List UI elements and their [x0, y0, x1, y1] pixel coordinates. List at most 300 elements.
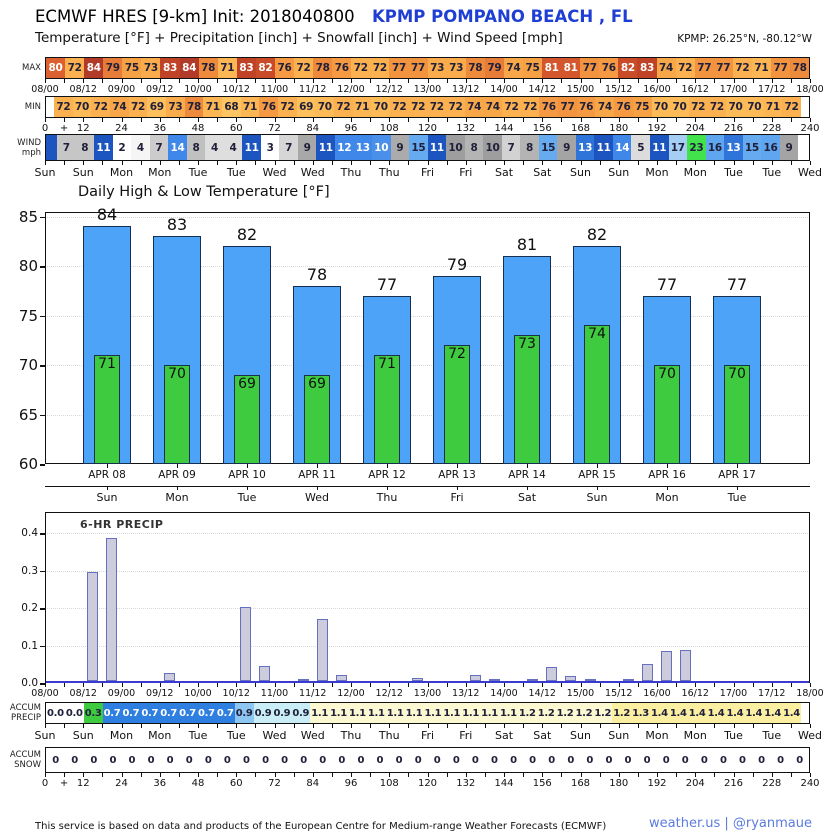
hour-bottom-tick [217, 773, 218, 777]
min-cell: 74 [595, 97, 614, 117]
day-bottom-tick [734, 724, 735, 728]
hour-top-axis-label: 96 [344, 123, 358, 134]
accum-precip-cell: 1.2 [593, 703, 612, 723]
accum-snow-cell: 0 [561, 748, 580, 772]
hour-bottom-tick [581, 773, 582, 777]
accum-precip-cell: 1.1 [329, 703, 348, 723]
date-top-tick [45, 79, 46, 83]
date-top-tick [504, 79, 505, 83]
date-precip-tick [810, 683, 811, 687]
temp-day-label: Mon [165, 491, 189, 504]
hour-top-tick [160, 118, 161, 122]
precip-gridline [47, 646, 808, 647]
accum-snow-cell: 0 [485, 748, 504, 772]
temp-day-label: Thu [376, 491, 398, 504]
hour-top-tick [83, 118, 84, 122]
max-cell: 77 [714, 58, 733, 78]
day-bottom-tick [791, 724, 792, 728]
hour-bottom-tick [619, 773, 620, 777]
day-top-axis-label: Sat [494, 166, 514, 179]
date-precip-tick [217, 683, 218, 687]
date-top-tick [542, 79, 543, 83]
date-precip-axis-label: 12/12 [375, 688, 403, 699]
date-precip-tick [408, 683, 409, 687]
temp-ytick [40, 365, 45, 367]
day-top-tick [447, 161, 448, 165]
accum-precip-cell: 0.7 [178, 703, 197, 723]
accum-snow-cell: 0 [199, 748, 218, 772]
accum-snow-cell: 0 [275, 748, 294, 772]
precip-bar [680, 650, 691, 681]
hour-bottom-tick [772, 773, 773, 777]
temp-day-tick [177, 486, 178, 490]
hour-top-tick [466, 118, 467, 122]
day-bottom-axis-label: Tue [762, 729, 782, 742]
date-precip-tick [160, 683, 161, 687]
date-top-tick [389, 79, 390, 83]
accum-precip-cell: 0.9 [273, 703, 292, 723]
wind-cell: 10 [372, 135, 391, 160]
hour-top-axis-label: 48 [191, 123, 205, 134]
date-precip-tick [791, 683, 792, 687]
hour-bottom-axis-label: 180 [609, 778, 629, 789]
temp-ytick-label: 70 [18, 356, 38, 374]
precip-bar [317, 619, 328, 681]
accum-precip-cell: 1.4 [763, 703, 782, 723]
temp-date-label: APR 08 [88, 469, 126, 481]
date-precip-tick [523, 683, 524, 687]
hour-top-axis-label: 60 [229, 123, 243, 134]
day-bottom-tick [810, 724, 811, 728]
hour-bottom-axis-label: 168 [570, 778, 591, 789]
hour-top-axis-label: 180 [609, 123, 629, 134]
date-precip-tick [638, 683, 639, 687]
hour-bottom-tick [523, 773, 524, 777]
temp-low-label: 74 [588, 326, 606, 343]
hour-top-tick [695, 118, 696, 122]
min-cell: 70 [726, 97, 745, 117]
hour-bottom-axis-label: 204 [685, 778, 705, 789]
precip-bar [661, 651, 672, 681]
accum-snow-cell: 0 [599, 748, 618, 772]
hour-top-axis-label: 168 [570, 123, 591, 134]
accum-snow-cell: 0 [733, 748, 752, 772]
accum-snow-cell: 0 [542, 748, 561, 772]
date-precip-tick [198, 683, 199, 687]
day-top-tick [408, 161, 409, 165]
date-top-tick [179, 79, 180, 83]
hour-top-axis-label: 132 [456, 123, 476, 134]
precip-ytick-label: 0.2 [21, 602, 38, 614]
day-bottom-axis-label: Sun [570, 729, 591, 742]
date-top-axis-label: 08/12 [69, 84, 97, 95]
date-top-axis-label: 11/00 [260, 84, 289, 95]
hour-bottom-axis-label: 108 [379, 778, 399, 789]
precip-ytick [40, 571, 45, 573]
temp-ytick-label: 60 [18, 455, 38, 473]
accum-precip-cell: 1.2 [518, 703, 537, 723]
min-cell: 70 [652, 97, 671, 117]
precip-chart-box [45, 512, 810, 683]
wind-cell: 9 [780, 135, 799, 160]
date-precip-axis-label: 13/12 [452, 688, 480, 699]
hour-bottom-tick [714, 773, 715, 777]
wind-cell: 7 [279, 135, 298, 160]
date-precip-tick [83, 683, 84, 687]
max-cell: 72 [294, 58, 313, 78]
precip-bar [164, 673, 175, 681]
precip-chart-title: 6-HR PRECIP [80, 518, 164, 531]
date-precip-tick [447, 683, 448, 687]
accum-snow-cell: 0 [676, 748, 695, 772]
min-cell: 70 [745, 97, 764, 117]
day-bottom-tick [523, 724, 524, 728]
day-bottom-tick [45, 724, 46, 728]
temp-low-label: 73 [518, 336, 536, 353]
day-top-tick [332, 161, 333, 165]
hour-top-tick [447, 118, 448, 122]
min-cell: 70 [315, 97, 334, 117]
date-top-axis-label: 10/12 [222, 84, 250, 95]
hour-bottom-axis-label: 84 [306, 778, 320, 789]
day-bottom-axis-label: Wed [300, 729, 325, 742]
precip-bar [412, 678, 423, 681]
accum-snow-cell: 0 [447, 748, 466, 772]
temp-date-label: APR 15 [578, 469, 616, 481]
day-bottom-axis-label: Wed [798, 729, 822, 742]
max-row-label: MAX [22, 63, 41, 73]
accum-snow-cell: 0 [237, 748, 256, 772]
max-cell: 84 [180, 58, 199, 78]
day-top-tick [676, 161, 677, 165]
subtitle: Temperature [°F] + Precipitation [inch] + Snowfall [inch] + Wind Speed [mph] [35, 30, 563, 46]
day-bottom-tick [447, 724, 448, 728]
day-top-axis-label: Mon [683, 166, 707, 179]
temp-day-label: Wed [305, 491, 329, 504]
date-precip-tick [275, 683, 276, 687]
min-cell: 72 [782, 97, 801, 117]
date-precip-axis-label: 09/00 [107, 688, 136, 699]
max-cell: 78 [199, 58, 218, 78]
hour-bottom-tick [504, 773, 505, 777]
max-cell: 77 [389, 58, 408, 78]
accum-precip-cell: 0.0 [65, 703, 84, 723]
day-bottom-tick [542, 724, 543, 728]
hour-top-tick [772, 118, 773, 122]
max-cell: 71 [218, 58, 237, 78]
date-precip-tick [45, 683, 46, 687]
hour-bottom-axis-label: 144 [494, 778, 514, 789]
date-precip-axis-label: 16/00 [643, 688, 671, 699]
hour-bottom-tick [466, 773, 467, 777]
min-cell: 71 [353, 97, 372, 117]
min-cell: 78 [185, 97, 204, 117]
temp-low-label: 69 [308, 375, 326, 392]
max-cell: 79 [103, 58, 122, 78]
hour-top-axis-label: 12 [76, 123, 90, 134]
temp-high-label: 77 [376, 274, 398, 294]
temp-ytick [40, 316, 45, 318]
hour-bottom-tick [695, 773, 696, 777]
date-top-tick [810, 79, 811, 83]
date-top-axis-label: 13/12 [452, 84, 480, 95]
max-cell: 79 [485, 58, 504, 78]
date-precip-tick [772, 683, 773, 687]
temp-xtick [597, 464, 598, 468]
temp-low-label: 70 [728, 366, 746, 382]
date-top-axis-label: 10/00 [184, 84, 212, 95]
wind-cell: 13 [724, 135, 743, 160]
day-top-tick [236, 161, 237, 165]
date-precip-tick [581, 683, 582, 687]
temp-bar-low [584, 325, 610, 464]
date-top-axis-label: 16/00 [643, 84, 671, 95]
precip-bar [546, 667, 557, 680]
hour-bottom-axis-label: 72 [268, 778, 281, 789]
temp-day-tick [737, 486, 738, 490]
date-precip-axis-label: 18/00 [796, 688, 824, 699]
date-top-tick [791, 79, 792, 83]
day-top-tick [485, 161, 486, 165]
temp-ytick [40, 464, 45, 466]
hour-top-tick [485, 118, 486, 122]
day-top-axis-label: Mon [645, 166, 669, 179]
wind-cell: 4 [205, 135, 224, 160]
precip-bar [489, 679, 500, 681]
hour-bottom-axis-label: 12 [76, 778, 90, 789]
temp-xtick [247, 464, 248, 468]
date-precip-tick [504, 683, 505, 687]
day-bottom-tick [332, 724, 333, 728]
hour-top-tick [657, 118, 658, 122]
hour-top-tick [332, 118, 333, 122]
accum-snow-cell: 0 [65, 748, 84, 772]
date-precip-axis-label: 14/00 [490, 688, 518, 699]
accum-snow-cell: 0 [714, 748, 733, 772]
hour-bottom-axis-label: 132 [456, 778, 476, 789]
date-precip-tick [428, 683, 429, 687]
temp-xtick [667, 464, 668, 468]
max-cell: 81 [542, 58, 561, 78]
max-cell: 77 [408, 58, 427, 78]
date-top-axis-label: 15/00 [566, 84, 595, 95]
hour-bottom-axis-label: 156 [532, 778, 552, 789]
date-top-tick [83, 79, 84, 83]
date-top-tick [408, 79, 409, 83]
accum-precip-cell: 1.1 [442, 703, 461, 723]
day-top-tick [714, 161, 715, 165]
accum-snow-cell: 0 [84, 748, 103, 772]
temp-day-label: Tue [237, 491, 257, 504]
day-bottom-tick [313, 724, 314, 728]
precip-bar [585, 679, 596, 681]
accum-precip-cell: 1.4 [782, 703, 801, 723]
hour-top-tick [600, 118, 601, 122]
min-cell: 72 [54, 97, 73, 117]
accum-snow-cell: 0 [122, 748, 141, 772]
precip-bar [298, 679, 309, 681]
accum-snow-cell: 0 [103, 748, 122, 772]
day-bottom-axis-label: Sat [533, 729, 552, 742]
accum-precip-cell: 1.2 [537, 703, 556, 723]
hour-top-tick [351, 118, 352, 122]
accum-precip-cell: 1.4 [650, 703, 669, 723]
precip-bar [623, 679, 634, 681]
hour-top-axis-label: 24 [115, 123, 128, 134]
temp-low-label: 71 [378, 356, 396, 373]
temp-xtick [107, 464, 108, 468]
min-cell: 72 [278, 97, 297, 117]
temp-low-label: 70 [168, 366, 186, 382]
hour-bottom-tick [255, 773, 256, 777]
min-cell: 74 [465, 97, 484, 117]
wind-cell: 11 [242, 135, 261, 160]
day-top-tick [64, 161, 65, 165]
max-cell: 73 [428, 58, 447, 78]
max-cell: 78 [790, 58, 809, 78]
temp-day-tick [107, 486, 108, 490]
day-top-tick [561, 161, 562, 165]
day-bottom-axis-label: Sat [494, 729, 514, 742]
date-top-axis-label: 17/00 [719, 84, 748, 95]
day-top-axis-label: Fri [420, 166, 435, 179]
date-precip-tick [294, 683, 295, 687]
accum-precip-row-label: ACCUM [9, 703, 41, 713]
day-top-tick [198, 161, 199, 165]
date-top-axis-label: 17/12 [758, 84, 786, 95]
date-top-axis-label: 12/00 [337, 84, 365, 95]
hour-top-tick [753, 118, 754, 122]
hour-top-axis-label: + [59, 123, 69, 134]
hour-top-tick [523, 118, 524, 122]
day-top-tick [141, 161, 142, 165]
precip-gridline [47, 533, 808, 534]
wind-cell: 4 [224, 135, 243, 160]
precip-bar [240, 607, 251, 680]
temp-date-label: APR 11 [298, 469, 336, 481]
day-top-tick [313, 161, 314, 165]
station-coords: KPMP: 26.25°N, -80.12°W [677, 33, 812, 45]
min-cell: 76 [259, 97, 278, 117]
day-bottom-tick [485, 724, 486, 728]
hour-bottom-tick [122, 773, 123, 777]
max-cell: 76 [332, 58, 351, 78]
hour-top-axis-label: 228 [762, 123, 782, 134]
date-top-tick [198, 79, 199, 83]
day-bottom-tick [389, 724, 390, 728]
date-top-axis-label: 12/12 [375, 84, 403, 95]
min-cell: 68 [222, 97, 241, 117]
min-cell: 70 [371, 97, 390, 117]
accum-snow-cell: 0 [523, 748, 542, 772]
hour-top-axis-label: 84 [306, 123, 320, 134]
date-precip-axis-label: 11/00 [260, 688, 289, 699]
wind-cell: 9 [557, 135, 576, 160]
min-cell: 70 [670, 97, 689, 117]
day-top-axis-label: Wed [798, 166, 822, 179]
day-bottom-tick [657, 724, 658, 728]
date-precip-tick [255, 683, 256, 687]
date-precip-tick [734, 683, 735, 687]
temp-day-label: Tue [727, 491, 747, 504]
wind-cell: 9 [298, 135, 317, 160]
hour-top-tick [389, 118, 390, 122]
accum-snow-cell: 0 [657, 748, 676, 772]
hour-top-tick [561, 118, 562, 122]
temp-low-label: 70 [658, 366, 676, 382]
hour-bottom-tick [45, 773, 46, 777]
hour-top-axis-label: 72 [268, 123, 281, 134]
day-bottom-tick [600, 724, 601, 728]
hour-bottom-tick [64, 773, 65, 777]
precip-bar [470, 675, 481, 681]
date-top-tick [466, 79, 467, 83]
date-top-tick [619, 79, 620, 83]
precip-gridline [47, 571, 808, 572]
temp-ytick-label: 65 [18, 405, 38, 424]
hour-top-axis-label: 120 [417, 123, 438, 134]
day-bottom-tick [370, 724, 371, 728]
wind-cell: 12 [335, 135, 354, 160]
date-top-axis-label: 18/00 [796, 84, 824, 95]
hour-bottom-tick [428, 773, 429, 777]
temp-high-label: 79 [446, 254, 468, 274]
date-precip-tick [122, 683, 123, 687]
date-top-axis-label: 14/12 [528, 84, 556, 95]
wind-cell: 15 [743, 135, 762, 160]
accum-precip-trail-pad [801, 703, 809, 723]
temp-date-label: APR 14 [508, 469, 546, 481]
day-top-tick [791, 161, 792, 165]
day-bottom-tick [160, 724, 161, 728]
hour-bottom-axis-label: 96 [344, 778, 358, 789]
accum-snow-cell: 0 [389, 748, 408, 772]
min-cell: 72 [502, 97, 521, 117]
date-top-tick [313, 79, 314, 83]
temp-bar-low [514, 335, 540, 464]
accum-snow-cell: 0 [637, 748, 656, 772]
accum-precip-cell: 0.9 [235, 703, 254, 723]
hour-top-tick [313, 118, 314, 122]
date-top-axis-label: 13/00 [413, 84, 442, 95]
hour-bottom-axis-label: 120 [417, 778, 438, 789]
accum-precip-cell: 1.4 [669, 703, 688, 723]
date-top-tick [141, 79, 142, 83]
accum-snow-cell: 0 [752, 748, 771, 772]
wind-cell: 11 [94, 135, 113, 160]
date-top-axis-label: 15/12 [605, 84, 633, 95]
day-bottom-tick [64, 724, 65, 728]
wind-cell: 10 [446, 135, 465, 160]
date-precip-axis-label: 14/12 [528, 688, 556, 699]
hour-top-axis-label: 36 [153, 123, 167, 134]
temp-xtick [737, 464, 738, 468]
day-top-tick [581, 161, 582, 165]
day-bottom-tick [428, 724, 429, 728]
accum-snow-cell: 0 [618, 748, 637, 772]
hour-top-tick [676, 118, 677, 122]
hour-bottom-axis-label: + [59, 778, 69, 789]
accum-snow-row-label: SNOW [14, 760, 41, 770]
temp-day-tick [247, 486, 248, 490]
date-top-tick [600, 79, 601, 83]
max-cell: 72 [65, 58, 84, 78]
model-init-title: ECMWF HRES [9-km] Init: 2018040800 [35, 7, 355, 26]
hour-bottom-tick [332, 773, 333, 777]
hour-top-axis-label: 0 [41, 123, 49, 134]
day-top-axis-label: Wed [300, 166, 325, 179]
min-cell: 72 [409, 97, 428, 117]
